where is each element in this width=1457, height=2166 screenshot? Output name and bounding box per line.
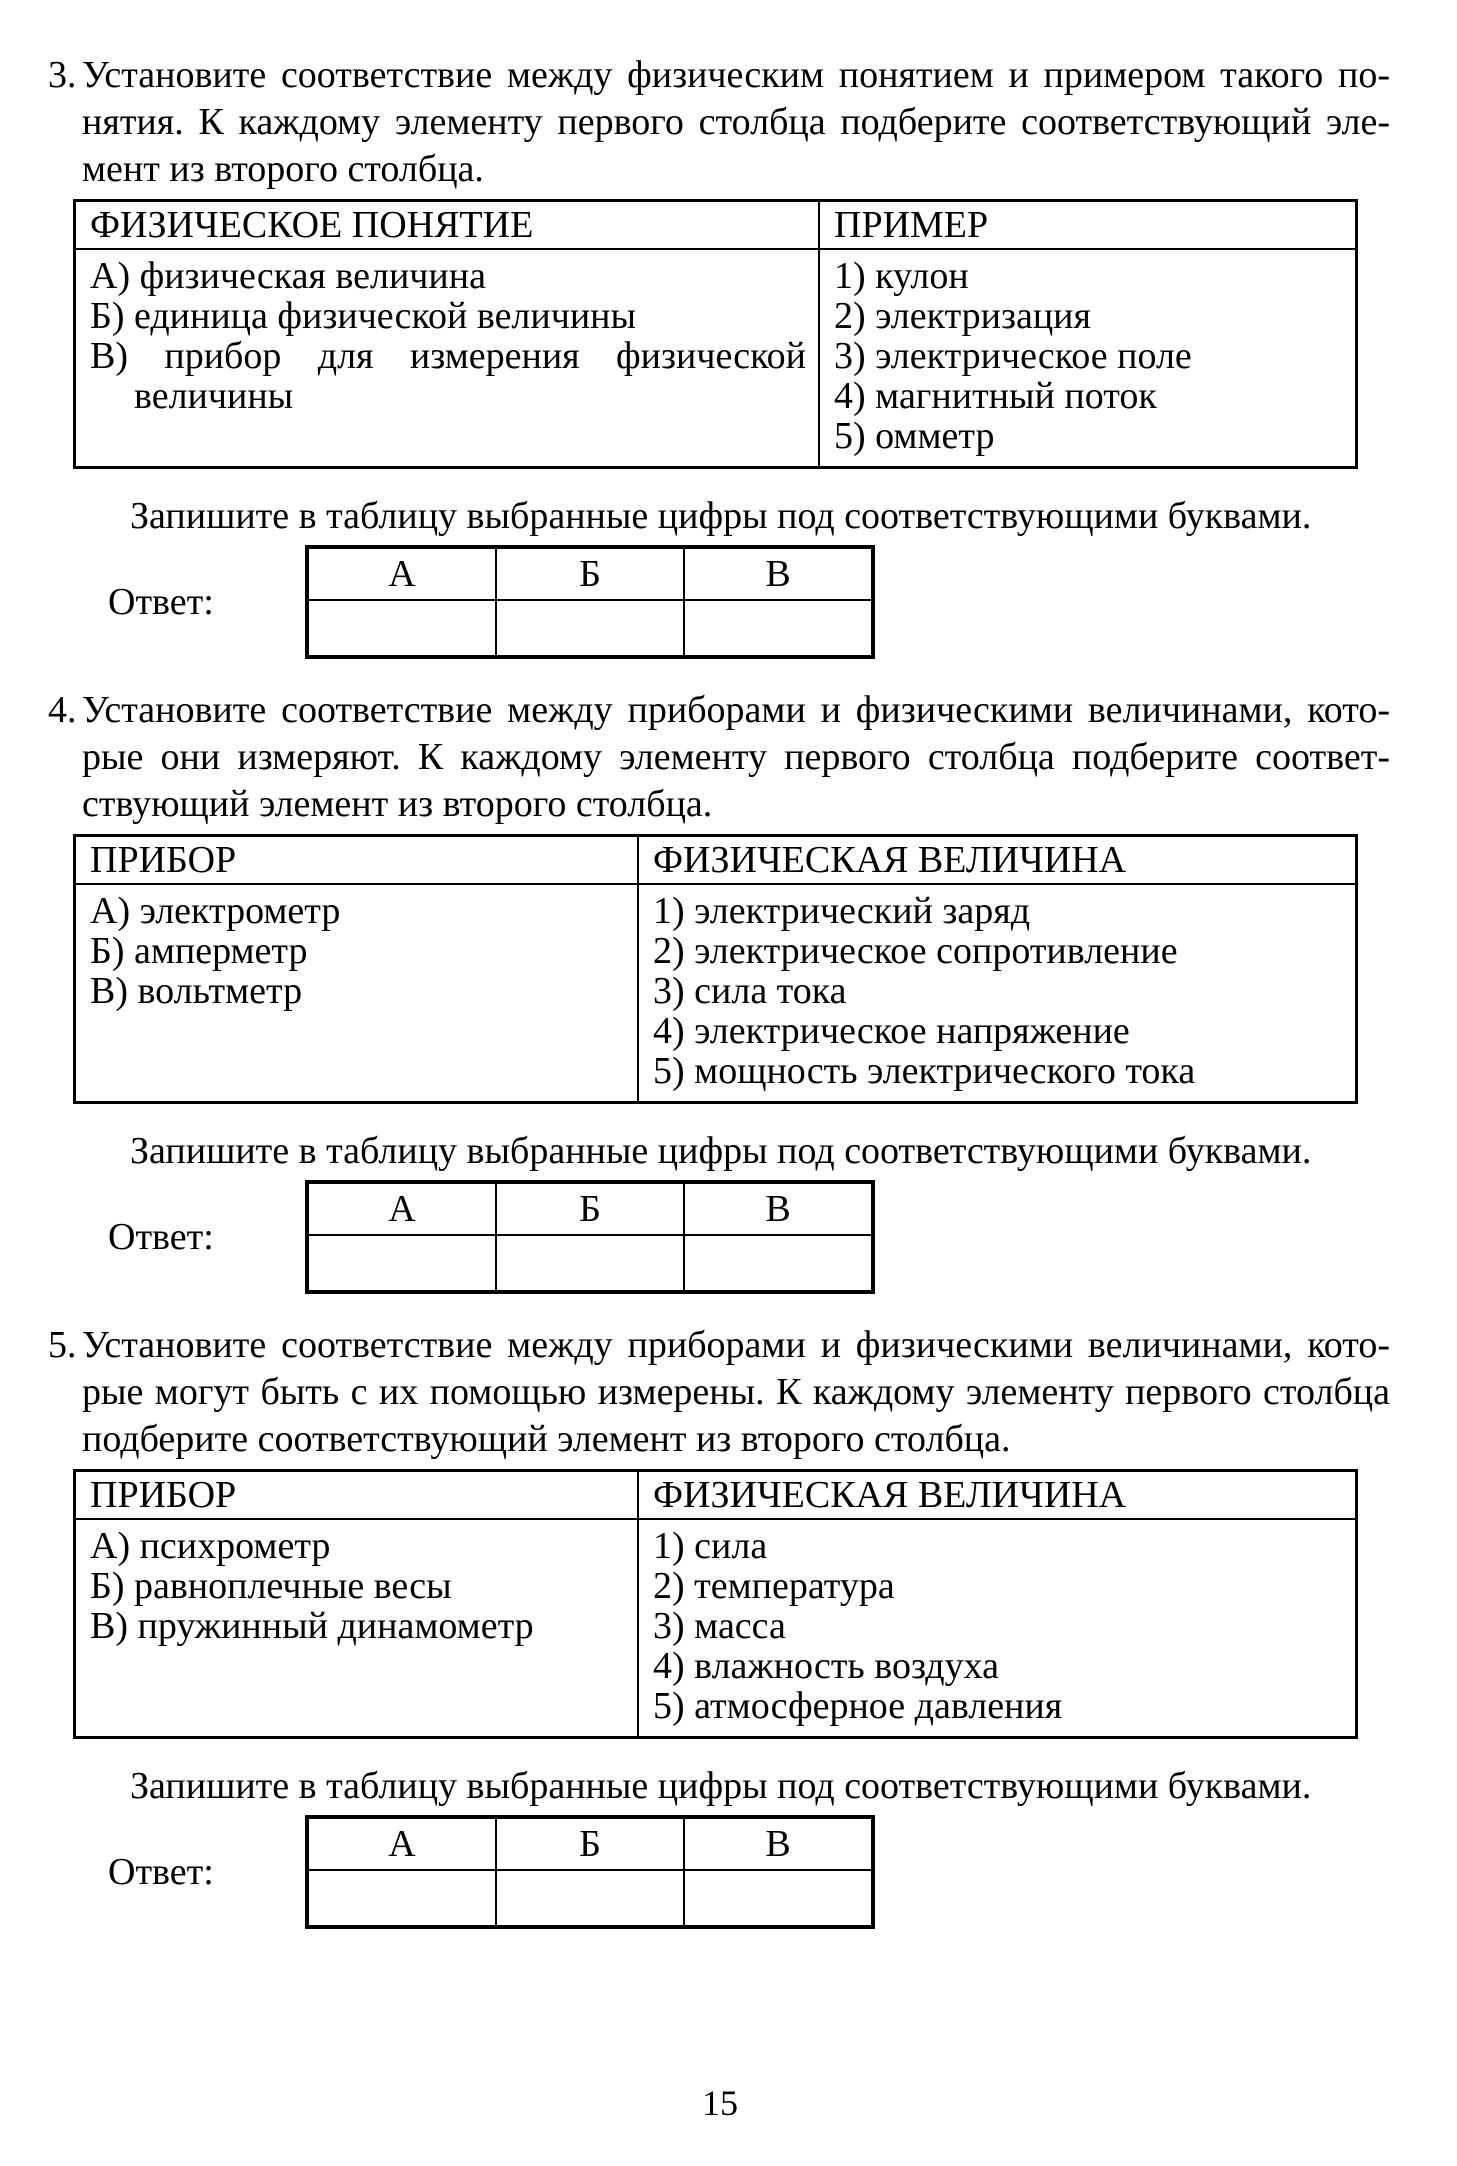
- answer-col-header: А: [307, 1817, 496, 1870]
- match-right-item: 5) омметр: [834, 415, 995, 457]
- answer-cell-empty: [307, 600, 496, 657]
- match-left-item: В) пружинный динамометр: [90, 1605, 534, 1647]
- answer-col-header: В: [684, 547, 873, 600]
- match-left-item: Б) единица физической величины: [90, 295, 637, 337]
- match-right-item: 5) мощность электрического тока: [653, 1050, 1196, 1092]
- match-left-item: А) психрометр: [90, 1525, 331, 1567]
- answer-col-header: В: [684, 1182, 873, 1235]
- match-col-header-left: ФИЗИЧЕСКОЕ ПОНЯТИЕ: [75, 201, 820, 250]
- match-left-cell: [75, 1519, 639, 1738]
- task-number: 5.: [48, 1324, 77, 1366]
- task-text: Установите соответствие между приборами и физическими величинами, которые они измеряют. К каждому элементу первого столбца подберите соответствующий элемент из второго столбца.: [82, 689, 1390, 825]
- task-text: Установите соответствие между приборами и физическими величинами, которые могут быть с их помощью измерены. К каждому элементу первого столбца подберите соответствующий элемент из второго столбца.: [82, 1324, 1390, 1460]
- match-right-cell: [638, 884, 1357, 1103]
- match-left-item: В) вольтметр: [90, 970, 303, 1012]
- answer-cell-empty: [684, 1235, 873, 1292]
- answer-row: [48, 1815, 1390, 1929]
- answer-table: [305, 545, 875, 659]
- match-right-item: 2) температура: [653, 1565, 895, 1607]
- match-right-item: 4) магнитный поток: [834, 375, 1157, 417]
- task-number: 4.: [48, 689, 77, 731]
- match-right-item: 2) электрическое сопротивление: [653, 930, 1178, 972]
- match-table: [73, 199, 1358, 469]
- answer-cell-empty: [496, 600, 684, 657]
- match-right-item: 4) влажность воздуха: [653, 1645, 999, 1687]
- answer-cell-empty: [684, 1870, 873, 1927]
- answer-col-header: Б: [496, 547, 684, 600]
- answer-col-header: А: [307, 1182, 496, 1235]
- task-number: 3.: [48, 54, 77, 96]
- match-col-header-right: ПРИМЕР: [819, 201, 1357, 250]
- match-left-item: Б) равноплечные весы: [90, 1565, 452, 1607]
- match-left-cell: [75, 249, 820, 468]
- answer-col-header: Б: [496, 1817, 684, 1870]
- instruction-text: Запишите в таблицу выбранные цифры под соответствующими буквами.: [130, 1130, 1312, 1172]
- instruction-text: Запишите в таблицу выбранные цифры под соответствующими буквами.: [130, 1765, 1312, 1807]
- match-col-header-right: ФИЗИЧЕСКАЯ ВЕЛИЧИНА: [638, 836, 1357, 885]
- instruction-text: Запишите в таблицу выбранные цифры под соответствующими буквами.: [130, 495, 1312, 537]
- match-left-item: В) прибор для измерения физической величины: [90, 335, 806, 417]
- match-right-item: 2) электризация: [834, 295, 1092, 337]
- match-left-item: А) электрометр: [90, 890, 341, 932]
- task-4: [48, 687, 1390, 1294]
- match-left-cell: [75, 884, 639, 1103]
- answer-cell-empty: [496, 1235, 684, 1292]
- match-col-header-right: ФИЗИЧЕСКАЯ ВЕЛИЧИНА: [638, 1471, 1357, 1520]
- answer-table: [305, 1180, 875, 1294]
- task-heading: [48, 52, 1390, 193]
- answer-row: [48, 545, 1390, 659]
- match-right-item: 3) сила тока: [653, 970, 847, 1012]
- answer-table: [305, 1815, 875, 1929]
- answer-col-header: Б: [496, 1182, 684, 1235]
- match-right-cell: [638, 1519, 1357, 1738]
- match-left-item: А) физическая величина: [90, 255, 486, 297]
- task-heading: [48, 687, 1390, 828]
- match-right-cell: [819, 249, 1357, 468]
- match-table: [73, 1469, 1358, 1739]
- answer-cell-empty: [496, 1870, 684, 1927]
- match-table: [73, 834, 1358, 1104]
- answer-cell-empty: [684, 600, 873, 657]
- answer-label: Ответ:: [108, 1216, 214, 1258]
- match-col-header-left: ПРИБОР: [75, 1471, 639, 1520]
- match-col-header-left: ПРИБОР: [75, 836, 639, 885]
- match-right-item: 4) электрическое напряжение: [653, 1010, 1130, 1052]
- task-5: [48, 1322, 1390, 1929]
- match-right-item: 1) электрический заряд: [653, 890, 1031, 932]
- match-right-item: 1) кулон: [834, 255, 969, 297]
- task-text: Установите соответствие между физическим понятием и примером такого понятия. К каждому элементу первого столбца подберите соответствующий элемент из второго столбца.: [82, 54, 1390, 190]
- match-left-item: Б) амперметр: [90, 930, 308, 972]
- task-heading: [48, 1322, 1390, 1463]
- match-right-item: 3) масса: [653, 1605, 786, 1647]
- match-right-item: 1) сила: [653, 1525, 768, 1567]
- task-3: [48, 52, 1390, 659]
- answer-label: Ответ:: [108, 1851, 214, 1893]
- answer-col-header: В: [684, 1817, 873, 1870]
- answer-label: Ответ:: [108, 581, 214, 623]
- page-number: 15: [702, 2083, 738, 2123]
- match-right-item: 3) электрическое поле: [834, 335, 1192, 377]
- match-right-item: 5) атмосферное давления: [653, 1685, 1063, 1727]
- answer-col-header: А: [307, 547, 496, 600]
- answer-cell-empty: [307, 1235, 496, 1292]
- answer-row: [48, 1180, 1390, 1294]
- answer-cell-empty: [307, 1870, 496, 1927]
